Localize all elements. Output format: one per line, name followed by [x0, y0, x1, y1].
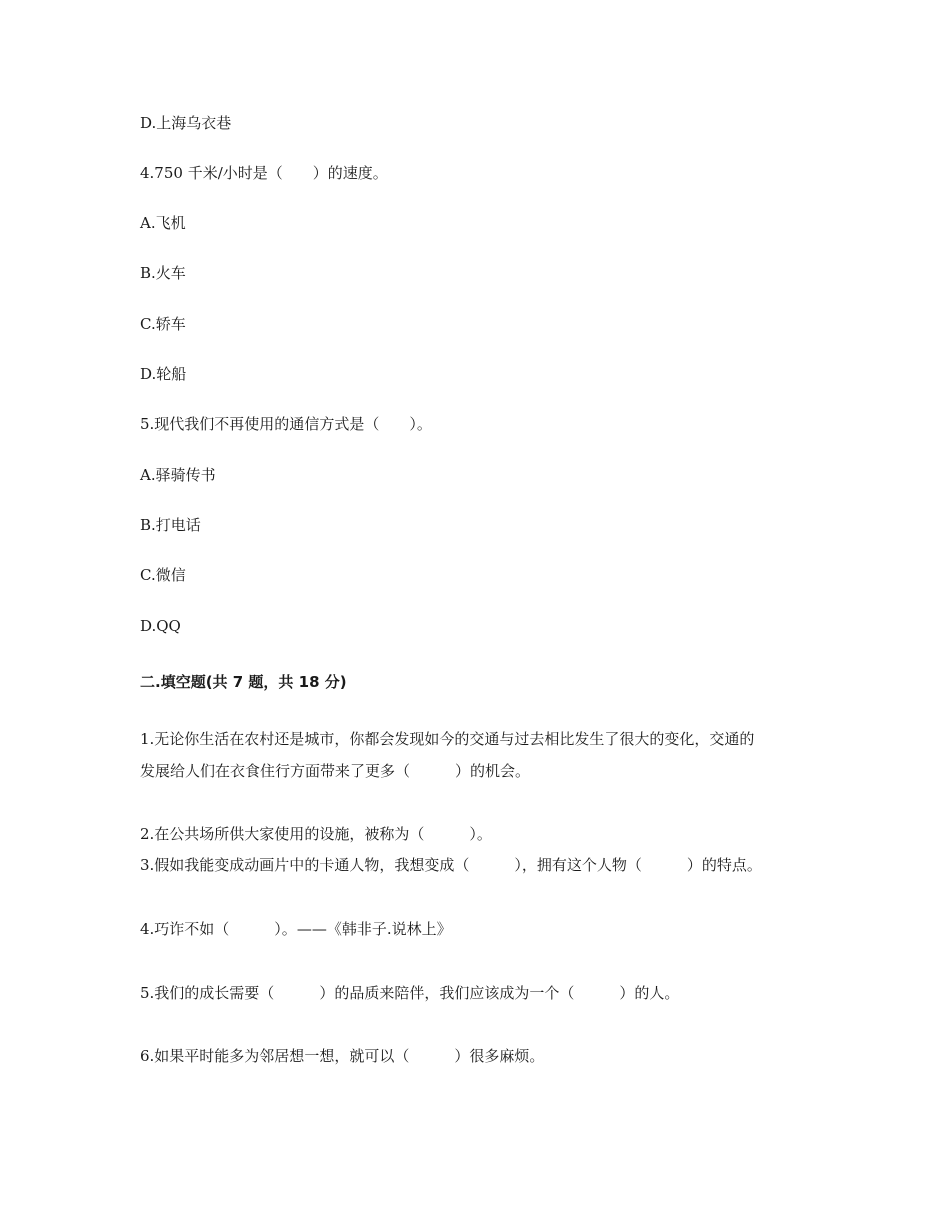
- q3-option-d: D.上海乌衣巷: [140, 114, 232, 132]
- q4-option-a: A.飞机: [140, 214, 186, 232]
- fill-item-1-line-2: 发展给人们在衣食住行方面带来了更多（ ）的机会。: [140, 762, 531, 780]
- q5-option-d: D.QQ: [140, 617, 181, 635]
- fill-item-3: 3.假如我能变成动画片中的卡通人物，我想变成（ ），拥有这个人物（ ）的特点。: [140, 856, 762, 874]
- q4-stem: 4.750 千米/小时是（ ）的速度。: [140, 164, 388, 182]
- q5-option-c: C.微信: [140, 566, 186, 584]
- fill-item-5: 5.我们的成长需要（ ）的品质来陪伴，我们应该成为一个（ ）的人。: [140, 984, 680, 1002]
- q4-option-c: C.轿车: [140, 315, 186, 333]
- q4-option-b: B.火车: [140, 264, 186, 282]
- fill-item-1-line-1: 1.无论你生活在农村还是城市，你都会发现如今的交通与过去相比发生了很大的变化，交通的: [140, 730, 755, 748]
- section-heading: 二.填空题(共 7 题，共 18 分): [140, 673, 347, 691]
- fill-item-2: 2.在公共场所供大家使用的设施，被称为（ ）。: [140, 825, 492, 843]
- fill-item-4: 4.巧诈不如（ ）。——《韩非子.说林上》: [140, 920, 452, 938]
- q5-stem: 5.现代我们不再使用的通信方式是（ ）。: [140, 415, 432, 433]
- q5-option-b: B.打电话: [140, 516, 201, 534]
- q4-option-d: D.轮船: [140, 365, 187, 383]
- fill-item-6: 6.如果平时能多为邻居想一想，就可以（ ）很多麻烦。: [140, 1047, 545, 1065]
- q5-option-a: A.驿骑传书: [140, 466, 216, 484]
